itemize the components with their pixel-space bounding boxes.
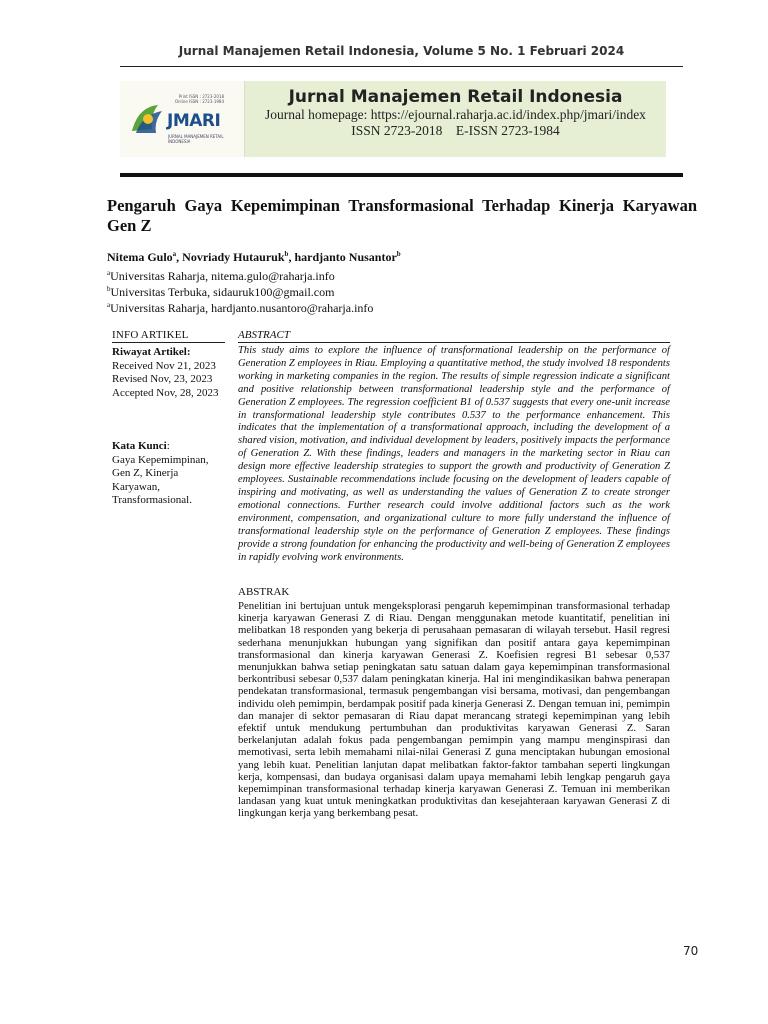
keyword: Transformasional.	[112, 494, 192, 506]
history-label: Riwayat Artikel:	[112, 346, 191, 358]
author-name: Novriady Hutauruk	[182, 250, 285, 264]
author-list: Nitema Gulo$^a$, Novriady Hutauruk$^b$, hardjanto Nusantor$^b$	[107, 250, 401, 264]
journal-issn: ISSN 2723-2018 E-ISSN 2723-1984	[351, 123, 560, 138]
affiliation: $^a$Universitas Raharja, hardjanto.nusantoro@raharja.info	[107, 301, 374, 315]
banner-rule	[120, 173, 683, 177]
journal-logo	[120, 81, 245, 157]
journal-banner	[120, 81, 666, 157]
journal-homepage: Journal homepage: https://ejournal.raharja.ac.id/index.php/jmari/index	[265, 107, 646, 122]
logo-issn: Print ISSN : 2723-2018 Online ISSN : 2723-1984	[174, 94, 224, 104]
page-number: 70	[683, 944, 699, 958]
keyword: Karyawan,	[112, 480, 160, 493]
running-header: Jurnal Manajemen Retail Indonesia, Volume 5 No. 1 Februari 2024	[178, 44, 625, 58]
abstract-indonesian: Penelitian ini bertujuan untuk mengeksplorasi pengaruh kepemimpinan transformasional terhadap kinerja karyawan Generasi Z di Riau. Dengan menggunakan metode kuantitatif, penelitian ini melibatkan 18 responden yang bekerja di perusahaan pemasaran di wilayah tersebut. Hasil regresi sederhana menunjukkan hubungan yang signifikan dan positif antara gaya kepemimpinan transformasional dan kinerja karyawan Generasi Z. Koefisien regresi B1 sebesar 0,537 menunjukkan bahwa setiap peningkatan satu satuan dalam gaya kepemimpinan transformasional berkontribusi sebesar 0,537 dalam peningkatan kinerja. Hal ini mengindikasikan bahwa penerapan pendekatan transformasional, termasuk pengembangan visi bersama, motivasi, dan pengembangan individu oleh pemimpin, berdampak positif pada kinerja Generasi Z. Dengan temuan ini, pemimpin dan manajer di sektor pemasaran di Riau dapat merancang strategi kepemimpinan yang lebih efektif untuk mendukung pertumbuhan dan produktivitas karyawan Generasi Z. Saran berkelanjutan adalah fokus pada pengembangan pemimpin yang mampu menginspirasi dan memotivasi, serta lebih memahami nilai-nilai Generasi Z guna menciptakan hubungan emosional yang lebih kuat. Penelitian lanjutan dapat melibatkan faktor-faktor tambahan seperti lingkungan kerja, kompensasi, dan budaya organisasi dalam upaya memahami lebih lengkap pengaruh gaya kepemimpinan transformasional terhadap kinerja karyawan Generasi Z. Temuan ini memberikan landasan yang kuat untuk meningkatkan produktivitas dan kesejahteraan karyawan Generasi Z di lingkungan kerja yang berkembang pesat.	[238, 600, 670, 820]
keywords-label: Kata Kunci	[112, 440, 167, 452]
banner-text	[245, 81, 666, 157]
abstract-rule	[238, 342, 670, 343]
abstrak-header: ABSTRAK	[238, 586, 290, 598]
header-rule	[120, 66, 683, 67]
keyword: Gaya Kepemimpinan,	[112, 453, 209, 466]
abstract-header: ABSTRACT	[238, 329, 290, 341]
author-name: Nitema Gulo	[107, 250, 173, 264]
logo-wordmark: JMARI	[167, 111, 221, 131]
keywords-block: Kata Kunci: Gaya Kepemimpinan, Gen Z, Kinerja Karyawan, Transformasional.	[112, 440, 230, 508]
accepted-date: Accepted Nov, 28, 2023	[112, 386, 219, 399]
info-header: INFO ARTIKEL	[112, 329, 189, 341]
revised-date: Revised Nov, 23, 2023	[112, 373, 213, 385]
info-rule	[112, 342, 225, 343]
journal-name: Jurnal Manajemen Retail Indonesia	[288, 87, 623, 107]
affiliation: $^b$Universitas Terbuka, sidauruk100@gmail.com	[107, 285, 335, 299]
received-date: Received Nov 21, 2023	[112, 359, 216, 372]
affiliation: $^a$Universitas Raharja, nitema.gulo@raharja.info	[107, 269, 335, 283]
logo-subtitle: JURNAL MANAJEMEN RETAIL INDONESIA	[168, 134, 224, 144]
author-name: hardjanto Nusantor	[294, 250, 397, 264]
article-title: Pengaruh Gaya Kepemimpinan Transformasional Terhadap Kinerja Karyawan Gen Z	[107, 196, 697, 235]
abstract-english: This study aims to explore the influence of transformational leadership on the performance of Generation Z employees in Riau. Employing a quantitative method, the study involved 18 respondents working in marketing companies in the region. The results of simple regression indicate a significant and positive relationship between transformational leadership style and the performance of Generation Z employees. The regression coefficient B1 of 0.537 suggests that every one-unit increase in transformational leadership style contributes 0.537 to the performance enhancement. This indicates that the implementation of a transformational approach, including the development of a shared vision, motivation, and individual development by leaders, positively impacts the performance of Generation Z. With these findings, leaders and managers in the marketing sector in Riau can design more effective leadership strategies to support the growth and productivity of Generation Z employees. Sustainable recommendations include focusing on the development of leaders capable of inspiring and motivating, as well as understanding the values of Generation Z to create stronger emotional connections. Further research could involve additional factors such as the work environment, compensation, and organizational culture to more fully understand the influence of transformational leadership style on the performance of Generation Z employees. These findings provide a strong foundation for enhancing the productivity and well-being of Generation Z employees in rapidly evolving work environments.	[238, 345, 670, 563]
keyword: Gen Z, Kinerja	[112, 467, 179, 479]
article-history	[112, 346, 230, 400]
logo-emblem-icon	[128, 101, 166, 137]
